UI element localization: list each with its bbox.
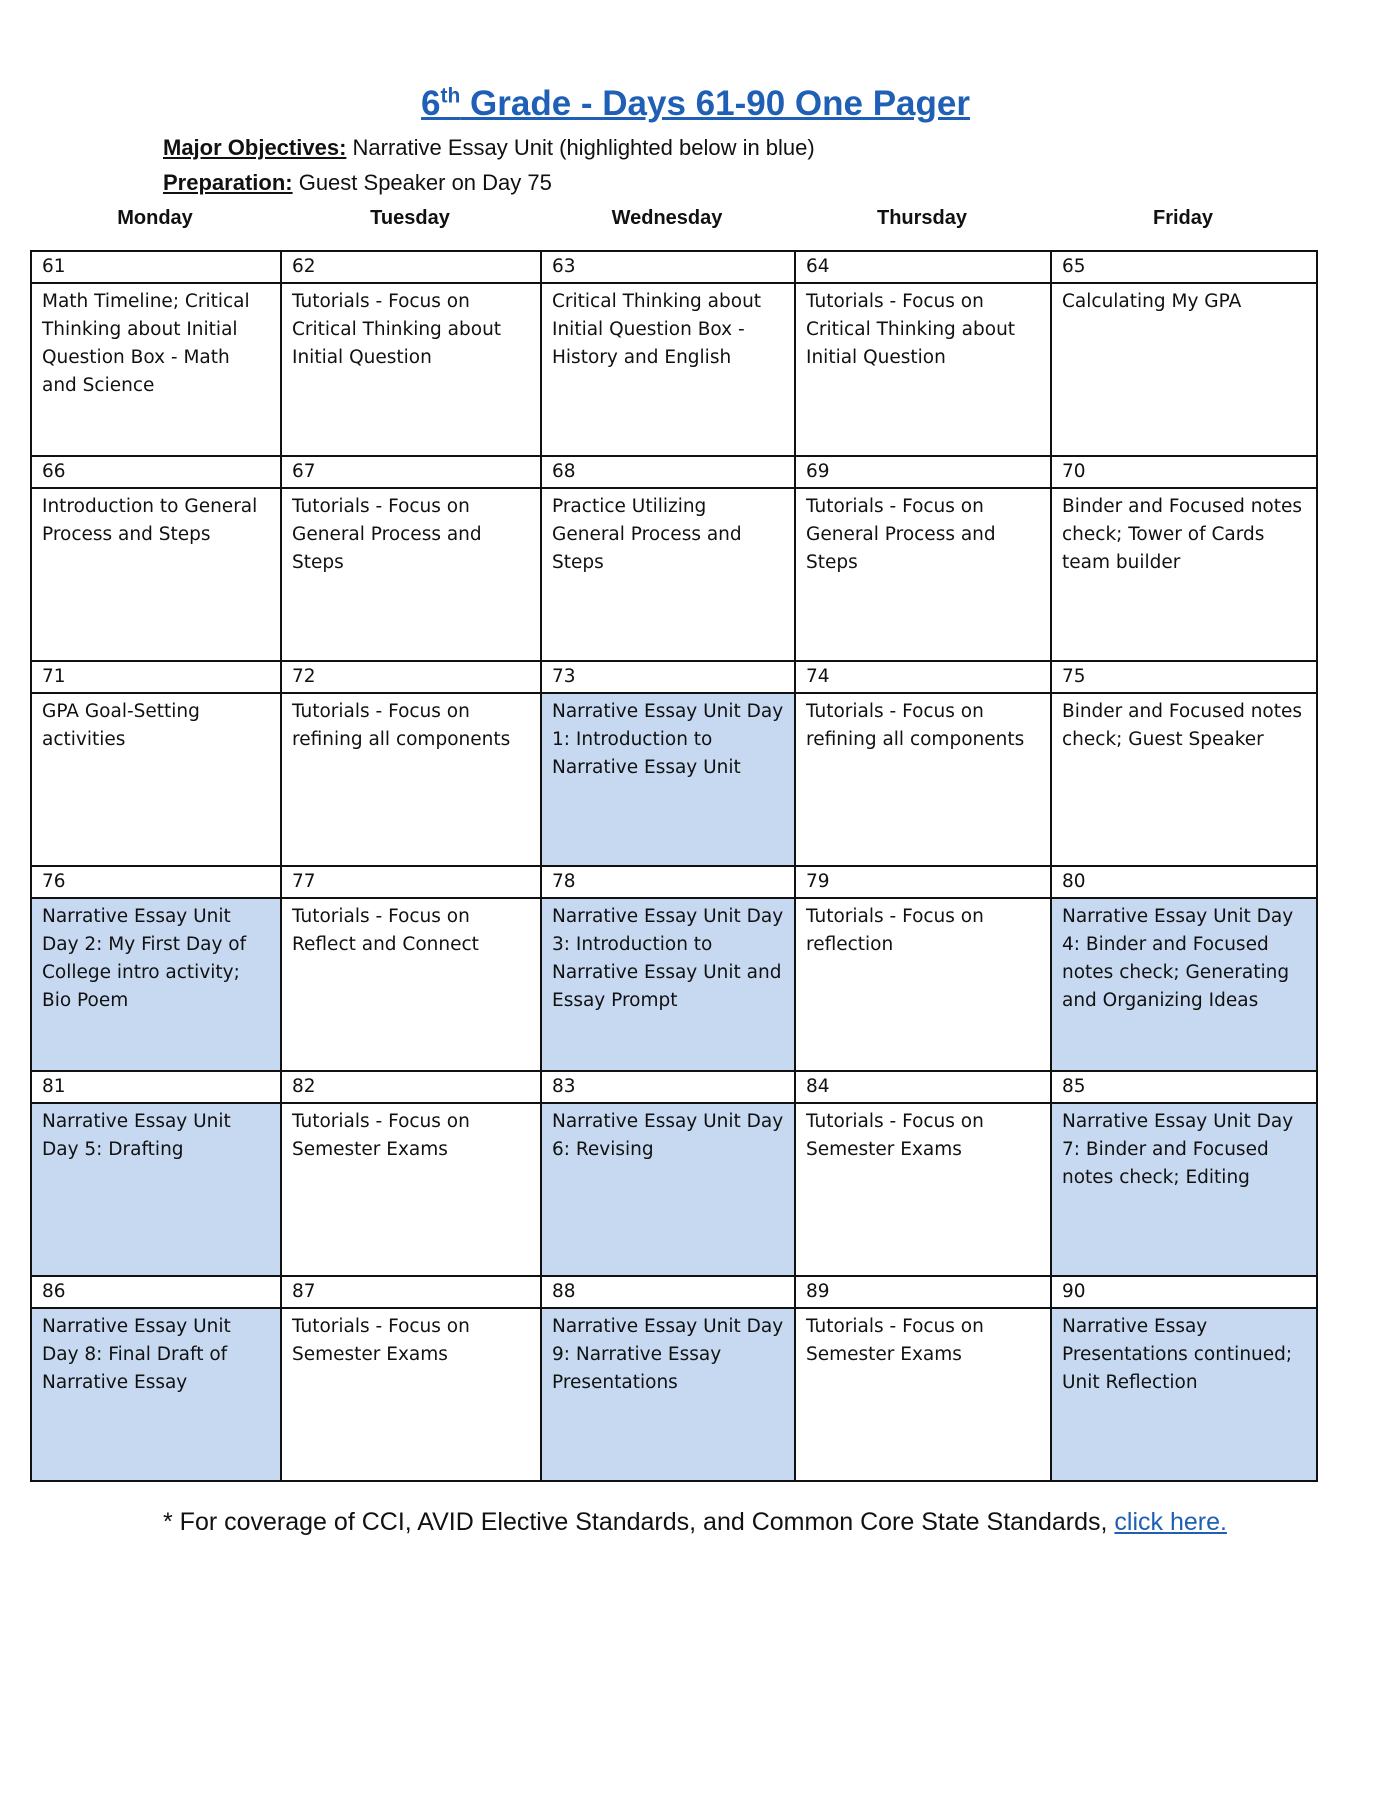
day-activity-highlighted: Narrative Essay Unit Day 3: Introduction to Narrative Essay Unit and Essay Prompt [541, 898, 795, 1071]
day-number: 71 [31, 661, 281, 693]
day-number: 62 [281, 251, 541, 283]
title-grade: 6 [421, 84, 441, 123]
day-number: 87 [281, 1276, 541, 1308]
day-activity: Binder and Focused notes check; Tower of Cards team builder [1051, 488, 1317, 661]
day-activity: GPA Goal-Setting activities [31, 693, 281, 866]
day-number: 72 [281, 661, 541, 693]
day-activity: Critical Thinking about Initial Question Box - History and English [541, 283, 795, 456]
day-activity: Tutorials - Focus on Critical Thinking about Initial Question [281, 283, 541, 456]
day-number: 64 [795, 251, 1051, 283]
day-number: 83 [541, 1071, 795, 1103]
day-activity: Introduction to General Process and Steps [31, 488, 281, 661]
preparation [163, 168, 552, 198]
day-activity-highlighted: Narrative Essay Unit Day 8: Final Draft of Narrative Essay [31, 1308, 281, 1481]
day-number: 76 [31, 866, 281, 898]
week-1-numbers [31, 251, 1317, 283]
day-number: 80 [1051, 866, 1317, 898]
week-4-numbers [31, 866, 1317, 898]
day-number: 77 [281, 866, 541, 898]
week-3-numbers [31, 661, 1317, 693]
day-activity-highlighted: Narrative Essay Unit Day 1: Introduction to Narrative Essay Unit [541, 693, 795, 866]
day-number: 86 [31, 1276, 281, 1308]
week-4-activities [31, 898, 1317, 1071]
week-2-activities [31, 488, 1317, 661]
day-activity-highlighted: Narrative Essay Presentations continued; Unit Reflection [1051, 1308, 1317, 1481]
calendar-table [30, 250, 1318, 1482]
day-activity-highlighted: Narrative Essay Unit Day 6: Revising [541, 1103, 795, 1276]
day-number: 79 [795, 866, 1051, 898]
day-activity-highlighted: Narrative Essay Unit Day 7: Binder and Focused notes check; Editing [1051, 1103, 1317, 1276]
day-activity: Tutorials - Focus on Semester Exams [281, 1308, 541, 1481]
weekday-header-tuesday: Tuesday [370, 207, 450, 229]
click-here-link[interactable]: click here. [1114, 1508, 1227, 1536]
day-activity: Math Timeline; Critical Thinking about Initial Question Box - Math and Science [31, 283, 281, 456]
day-activity: Tutorials - Focus on Semester Exams [795, 1103, 1051, 1276]
day-number: 85 [1051, 1071, 1317, 1103]
week-5-numbers [31, 1071, 1317, 1103]
day-number: 70 [1051, 456, 1317, 488]
day-activity: Tutorials - Focus on Semester Exams [281, 1103, 541, 1276]
day-activity: Calculating My GPA [1051, 283, 1317, 456]
day-activity-highlighted: Narrative Essay Unit Day 5: Drafting [31, 1103, 281, 1276]
week-3-activities [31, 693, 1317, 866]
title-rest: Grade - Days 61-90 One Pager [460, 84, 970, 123]
day-number: 67 [281, 456, 541, 488]
day-number: 84 [795, 1071, 1051, 1103]
day-activity-highlighted: Narrative Essay Unit Day 9: Narrative Essay Presentations [541, 1308, 795, 1481]
day-number: 78 [541, 866, 795, 898]
day-activity: Tutorials - Focus on General Process and Steps [281, 488, 541, 661]
day-activity: Practice Utilizing General Process and Steps [541, 488, 795, 661]
day-number: 74 [795, 661, 1051, 693]
day-activity-highlighted: Narrative Essay Unit Day 4: Binder and Focused notes check; Generating and Organizing Ideas [1051, 898, 1317, 1071]
day-activity: Tutorials - Focus on refining all components [795, 693, 1051, 866]
preparation-label: Preparation: [163, 170, 293, 195]
day-number: 88 [541, 1276, 795, 1308]
week-6-activities [31, 1308, 1317, 1481]
weekday-header-wednesday: Wednesday [611, 207, 723, 229]
day-number: 90 [1051, 1276, 1317, 1308]
day-activity: Binder and Focused notes check; Guest Speaker [1051, 693, 1317, 866]
day-number: 65 [1051, 251, 1317, 283]
day-activity: Tutorials - Focus on Reflect and Connect [281, 898, 541, 1071]
weekday-header-friday: Friday [1152, 207, 1214, 229]
footer-note [163, 1505, 1227, 1539]
day-number: 81 [31, 1071, 281, 1103]
day-activity: Tutorials - Focus on refining all components [281, 693, 541, 866]
week-5-activities [31, 1103, 1317, 1276]
preparation-text: Guest Speaker on Day 75 [292, 170, 552, 195]
weekday-header-thursday: Thursday [876, 207, 968, 229]
day-activity: Tutorials - Focus on reflection [795, 898, 1051, 1071]
weekday-header-monday: Monday [117, 207, 193, 229]
day-number: 66 [31, 456, 281, 488]
day-number: 89 [795, 1276, 1051, 1308]
day-activity: Tutorials - Focus on Critical Thinking about Initial Question [795, 283, 1051, 456]
footer-text: * For coverage of CCI, AVID Elective Standards, and Common Core State Standards, [163, 1508, 1115, 1536]
day-number: 73 [541, 661, 795, 693]
day-activity: Tutorials - Focus on General Process and Steps [795, 488, 1051, 661]
major-objectives [163, 133, 815, 163]
week-2-numbers [31, 456, 1317, 488]
title-ordinal: th [440, 84, 461, 108]
page-title [0, 82, 1391, 126]
day-activity-highlighted: Narrative Essay Unit Day 2: My First Day of College intro activity; Bio Poem [31, 898, 281, 1071]
day-number: 75 [1051, 661, 1317, 693]
day-number: 68 [541, 456, 795, 488]
week-1-activities [31, 283, 1317, 456]
day-number: 63 [541, 251, 795, 283]
day-activity: Tutorials - Focus on Semester Exams [795, 1308, 1051, 1481]
day-number: 82 [281, 1071, 541, 1103]
major-objectives-text: Narrative Essay Unit (highlighted below in blue) [346, 135, 815, 160]
week-6-numbers [31, 1276, 1317, 1308]
major-objectives-label: Major Objectives: [163, 135, 347, 160]
day-number: 69 [795, 456, 1051, 488]
day-number: 61 [31, 251, 281, 283]
